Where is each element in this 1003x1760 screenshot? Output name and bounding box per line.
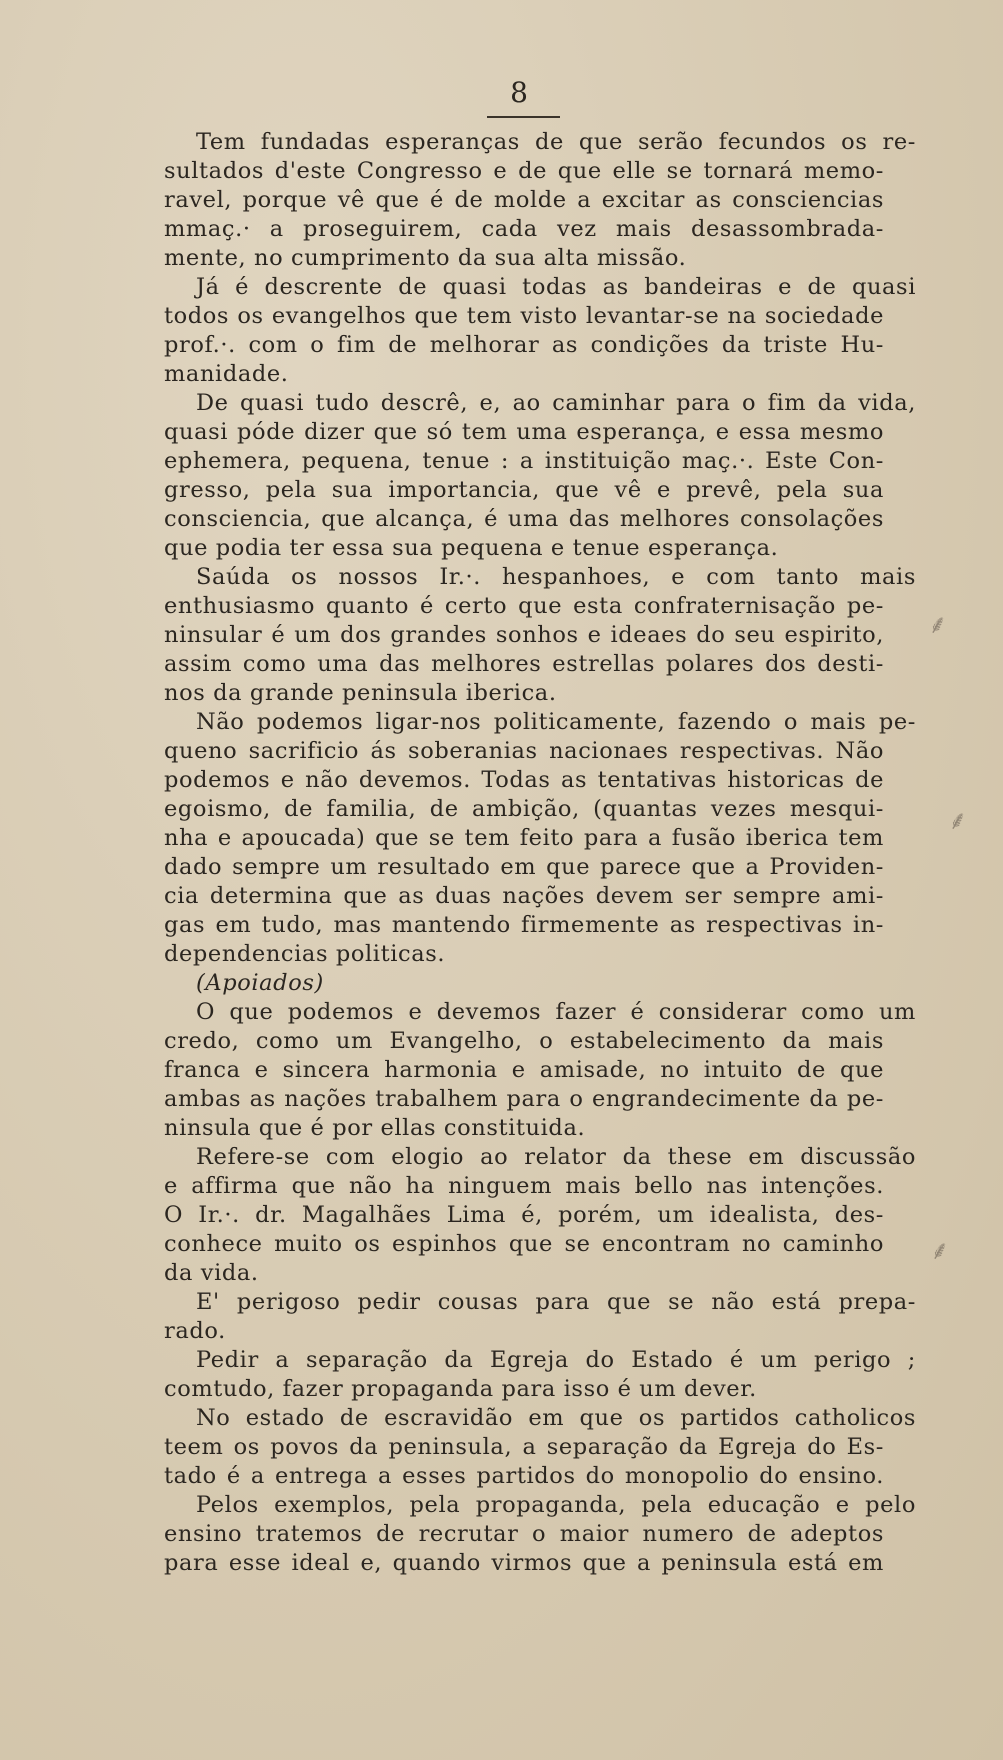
binding-thread-mark: ⸙ [928,610,948,640]
text-line: Saúda os nossos Ir.·. hespanhoes, e com tanto mais [196,564,916,590]
text-line-aside: (Apoiados) [196,970,324,996]
text-line: egoismo, de familia, de ambição, (quantas vezes mesqui- [164,796,884,822]
text-line: E' perigoso pedir cousas para que se não está prepa- [196,1289,916,1315]
text-line: prof.·. com o fim de melhorar as condições da triste Hu- [164,332,884,358]
text-line: nha e apoucada) que se tem feito para a fusão iberica tem [164,825,884,851]
text-line: Tem fundadas esperanças de que serão fecundos os re- [196,129,916,155]
text-line: nos da grande peninsula iberica. [164,680,557,706]
text-line: Já é descrente de quasi todas as bandeiras e de quasi [196,274,916,300]
text-line: Não podemos ligar-nos politicamente, fazendo o mais pe- [196,709,916,735]
text-line: dado sempre um resultado em que parece que a Providen- [164,854,884,880]
text-line: mmaç.· a proseguirem, cada vez mais desassombrada- [164,216,884,242]
text-line: O que podemos e devemos fazer é considerar como um [196,999,916,1025]
text-line: sultados d'este Congresso e de que elle se tornará memo- [164,158,884,184]
text-line: queno sacrificio ás soberanias nacionaes respectivas. Não [164,738,884,764]
text-line: credo, como um Evangelho, o estabelecimento da mais [164,1028,884,1054]
text-line: da vida. [164,1260,259,1286]
text-line: teem os povos da peninsula, a separação da Egreja do Es- [164,1434,884,1460]
text-line: que podia ter essa sua pequena e tenue esperança. [164,535,779,561]
text-line: gresso, pela sua importancia, que vê e prevê, pela sua [164,477,884,503]
text-line: todos os evangelhos que tem visto levantar-se na sociedade [164,303,884,329]
text-line: O Ir.·. dr. Magalhães Lima é, porém, um idealista, des- [164,1202,884,1228]
text-line: comtudo, fazer propaganda para isso é um dever. [164,1376,757,1402]
text-line: ravel, porque vê que é de molde a excitar as consciencias [164,187,884,213]
text-line: franca e sincera harmonia e amisade, no intuito de que [164,1057,884,1083]
text-line: manidade. [164,361,289,387]
text-line: assim como uma das melhores estrellas polares dos desti- [164,651,884,677]
text-line: tado é a entrega a esses partidos do monopolio do ensino. [164,1463,884,1489]
text-line: De quasi tudo descrê, e, ao caminhar para o fim da vida, [196,390,916,416]
text-line: gas em tudo, mas mantendo firmemente as respectivas in- [164,912,884,938]
text-line: para esse ideal e, quando virmos que a peninsula está em [164,1550,884,1576]
text-line: ninsular é um dos grandes sonhos e ideaes do seu espirito, [164,622,884,648]
text-line: Pelos exemplos, pela propaganda, pela educação e pelo [196,1492,916,1518]
text-line: podemos e não devemos. Todas as tentativas historicas de [164,767,884,793]
text-line: conhece muito os espinhos que se encontram no caminho [164,1231,884,1257]
text-line: No estado de escravidão em que os partidos catholicos [196,1405,916,1431]
text-line: consciencia, que alcança, é uma das melhores consolações [164,506,884,532]
text-line: Pedir a separação da Egreja do Estado é um perigo ; [196,1347,916,1373]
text-line: enthusiasmo quanto é certo que esta confraternisação pe- [164,593,884,619]
text-line: ninsula que é por ellas constituida. [164,1115,586,1141]
text-line: cia determina que as duas nações devem ser sempre ami- [164,883,884,909]
text-line: ambas as nações trabalhem para o engrandecimente da pe- [164,1086,884,1112]
text-line: ephemera, pequena, tenue : a instituição maç.·. Este Con- [164,448,884,474]
text-line: e affirma que não ha ninguem mais bello nas intenções. [164,1173,884,1199]
page-number: 8 [510,76,528,109]
binding-thread-mark: ⸙ [948,806,968,836]
binding-thread-mark: ⸙ [930,1236,950,1266]
text-line: mente, no cumprimento da sua alta missão. [164,245,687,271]
text-line: rado. [164,1318,226,1344]
page-number-rule [487,116,560,118]
text-line: Refere-se com elogio ao relator da these em discussão [196,1144,916,1170]
text-line: quasi póde dizer que só tem uma esperança, e essa mesmo [164,419,884,445]
text-line: ensino tratemos de recrutar o maior numero de adeptos [164,1521,884,1547]
text-line: dependencias politicas. [164,941,446,967]
